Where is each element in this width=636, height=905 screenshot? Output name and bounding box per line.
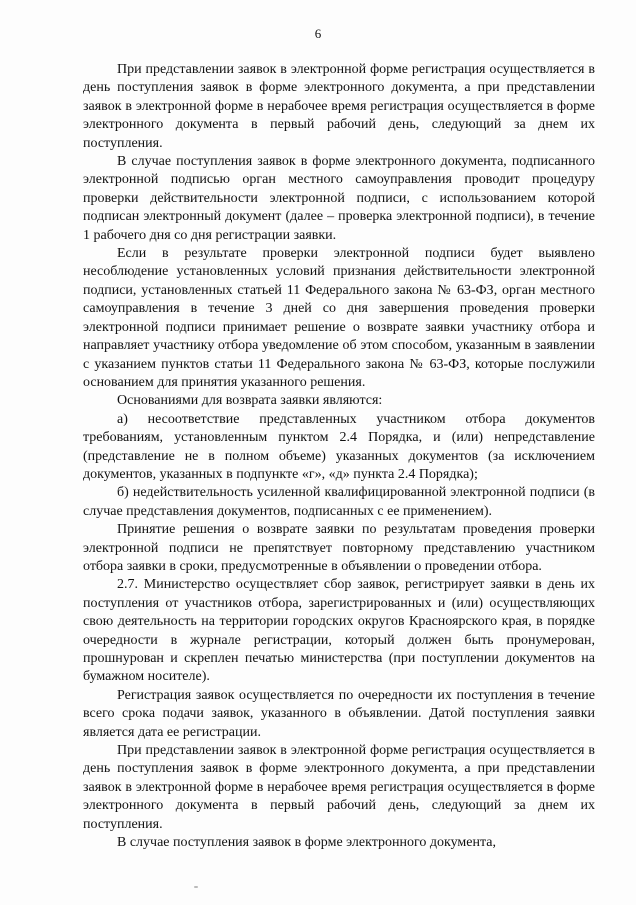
paragraph: При представлении заявок в электронной форме регистрация осуществляется в день поступления заявок в форме электронного документа, а при представлении заявок в электронной форме в нерабочее время регистрация осуществляется в форме электронного документа в первый рабочий день, следующий за днем их поступления. <box>83 743 595 832</box>
paragraph: Если в результате проверки электронной подписи будет выявлено несоблюдение установленных условий признания действительности электронной подписи, установленных статьей 11 Федерального закона № 63-ФЗ, орган местного самоуправления в течение 3 дней со дня завершения проведения проверки электронной подписи принимает решение о возврате заявки участнику отбора и направляет участнику отбора уведомление об этом способом, указанным в заявлении с указанием пунктов статьи 11 Федерального закона № 63-ФЗ, которые послужили основанием для принятия указанного решения. <box>83 246 595 390</box>
paragraph: Регистрация заявок осуществляется по очередности их поступления в течение всего срока подачи заявок, указанного в объявлении. Датой поступления заявки является дата ее регистрации. <box>83 687 595 740</box>
paragraph: В случае поступления заявок в форме электронного документа, подписанного электронной подписью орган местного самоуправления проводит процедуру проверки действительности электронной подписи, с использованием которой подписан электронный документ (далее – проверка электронной подписи), в течение 1 рабочего дня со дня регистрации заявки. <box>83 154 595 243</box>
scan-smudge <box>194 886 198 888</box>
paragraph: Принятие решения о возврате заявки по результатам проведения проверки электронной подписи не препятствует повторному представлению участником отбора заявки в сроки, предусмотренные в объявлении о проведении отбора. <box>83 522 595 574</box>
paragraph: а) несоответствие представленных участником отбора документов требованиям, установленным пунктом 2.4 Порядка, и (или) непредставление (представление не в полном объеме) указанных документов (за исключением документов, указанных в подпункте «г», «д» пункта 2.4 Порядка); <box>83 411 595 482</box>
page-number: 6 <box>314 26 322 41</box>
paragraph: В случае поступления заявок в форме электронного документа, <box>117 835 497 851</box>
paragraph: б) недействительность усиленной квалифицированной электронной подписи (в случае представления документов, подписанных с ее применением). <box>83 485 595 519</box>
paragraph: При представлении заявок в электронной форме регистрация осуществляется в день поступления заявок в форме электронного документа, а при представлении заявок в электронной форме в нерабочее время регистрация осуществляется в форме электронного документа в первый рабочий день, следующий за днем их поступления. <box>83 62 595 151</box>
paragraph: 2.7. Министерство осуществляет сбор заявок, регистрирует заявки в день их поступления от участников отбора, зарегистрированных и (или) осуществляющих свою деятельность на территории городских округов Красноярского края, в порядке очередности в журнале регистрации, который должен быть пронумерован, прошнурован и скреплен печатью министерства (при поступлении документов на бумажном носителе). <box>83 577 595 685</box>
paragraph: Основаниями для возврата заявки являются: <box>117 393 383 409</box>
document-body <box>83 61 595 852</box>
